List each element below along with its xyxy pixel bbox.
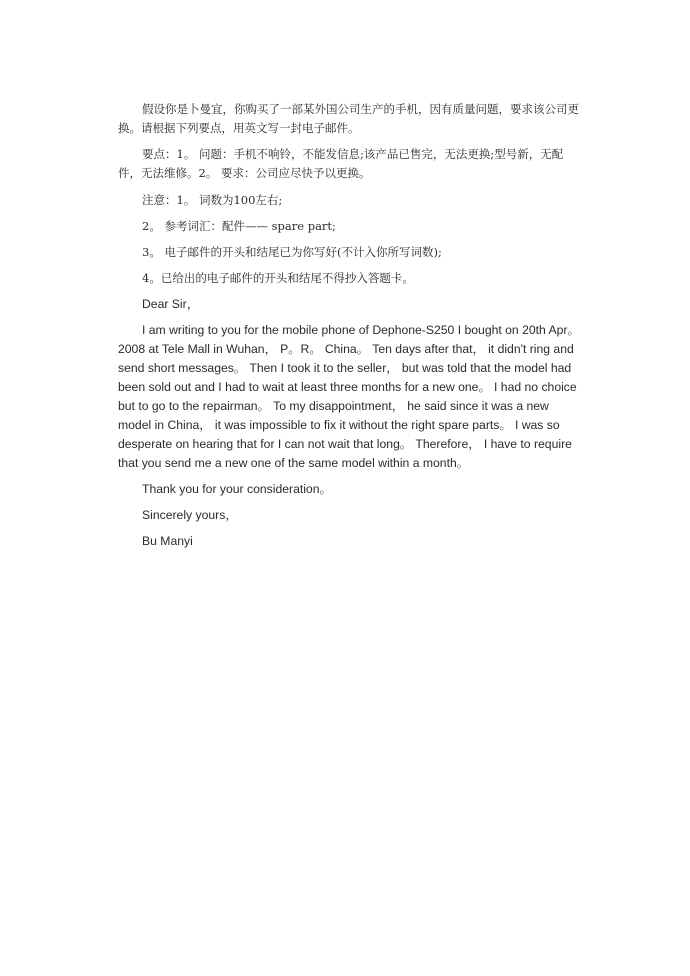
prompt-intro: 假设你是卜曼宜，你购买了一部某外国公司生产的手机，因有质量问题，要求该公司更换。请根据下列要点，用英文写一封电子邮件。 — [118, 102, 579, 135]
letter-body: I am writing to you for the mobile phone of Dephone-S250 I bought on 20th Apr。2008 at Tele Mall in Wuhan， P。R。 China。 Ten days after that， it didn't ring and send short messages。 Then I took it to the seller， but was told that the model had been sold out and I had to wait at least three months for a new one。 I had no choice but to go to the repairman。 To my disappointment， he said since it was a new model in China， it was impossible to fix it without the right spare parts。 I was so desperate on hearing that for I can not wait that long。 Therefore， I have to require that you send me a new one of the same model within a month。 — [118, 323, 580, 470]
document-page — [118, 100, 584, 558]
prompt-note-3: 3。 电子邮件的开头和结尾已为你写好(不计入你所写词数); — [142, 245, 442, 259]
letter-salutation: Dear Sir， — [142, 297, 199, 311]
prompt-note-2: 2。 参考词汇：配件—— spare part; — [142, 219, 336, 233]
letter-signature: Bu Manyi — [142, 534, 193, 548]
letter-thanks: Thank you for your consideration。 — [142, 482, 332, 496]
letter-closing: Sincerely yours， — [142, 508, 238, 522]
prompt-note-4: 4。已给出的电子邮件的开头和结尾不得抄入答题卡。 — [142, 271, 414, 285]
prompt-note-1: 注意：1。 词数为100左右; — [142, 193, 283, 207]
prompt-key-points: 要点：1。 问题：手机不响铃，不能发信息;该产品已售完，无法更换;型号新，无配件，无法维修。2。 要求：公司应尽快予以更换。 — [118, 147, 564, 180]
